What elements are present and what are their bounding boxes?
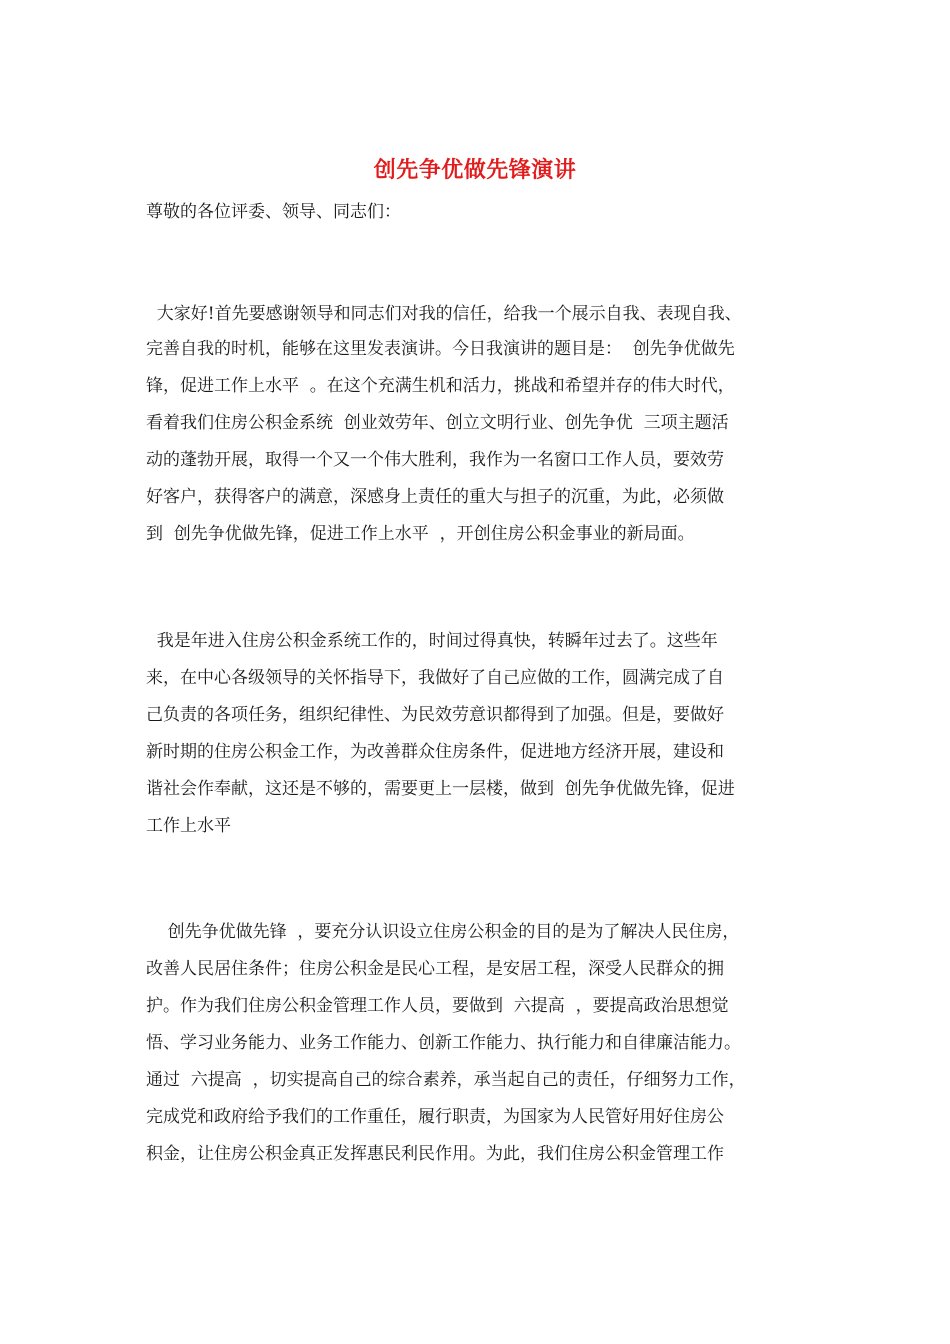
paragraph-line: 我是年进入住房公积金系统工作的，时间过得真快，转瞬年过去了。这些年 (146, 631, 718, 651)
salutation: 尊敬的各位评委、领导、同志们： (146, 202, 401, 222)
paragraph-line: 新时期的住房公积金工作，为改善群众住房条件，促进地方经济开展，建设和 (146, 742, 724, 762)
paragraph-line: 完善自我的时机，能够在这里发表演讲。今日我演讲的题目是： 创先争优做先 (146, 339, 735, 359)
paragraph-line: 通过 六提高 ，切实提高自己的综合素养，承当起自己的责任，仔细努力工作， (146, 1070, 746, 1090)
paragraph-line: 完成党和政府给予我们的工作重任，履行职责，为国家为人民管好用好住房公 (146, 1107, 724, 1127)
paragraph-line: 好客户，获得客户的满意，深感身上责任的重大与担子的沉重，为此，必须做 (146, 487, 724, 507)
paragraph-line: 看着我们住房公积金系统 创业效劳年、创立文明行业、创先争优 三项主题活 (146, 413, 729, 433)
paragraph-line: 积金，让住房公积金真正发挥惠民利民作用。为此，我们住房公积金管理工作 (146, 1144, 724, 1164)
paragraph-line: 创先争优做先锋 ，要充分认识设立住房公积金的目的是为了解决人民住房， (146, 922, 740, 942)
paragraph-line: 动的蓬勃开展，取得一个又一个伟大胜利，我作为一名窗口工作人员，要效劳 (146, 450, 724, 470)
paragraph-line: 到 创先争优做先锋，促进工作上水平 ，开创住房公积金事业的新局面。 (146, 524, 695, 544)
paragraph-line: 大家好!首先要感谢领导和同志们对我的信任，给我一个展示自我、表现自我、 (146, 304, 742, 324)
paragraph-line: 锋，促进工作上水平 。在这个充满生机和活力，挑战和希望并存的伟大时代， (146, 376, 735, 396)
paragraph-line: 护。作为我们住房公积金管理工作人员，要做到 六提高 ，要提高政治思想觉 (146, 996, 729, 1016)
paragraph-line: 悟、学习业务能力、业务工作能力、创新工作能力、执行能力和自律廉洁能力。 (146, 1033, 741, 1053)
document-title: 创先争优做先锋演讲 (373, 157, 577, 183)
paragraph-line: 改善人民居住条件；住房公积金是民心工程，是安居工程，深受人民群众的拥 (146, 959, 724, 979)
paragraph-line: 来，在中心各级领导的关怀指导下，我做好了自己应做的工作，圆满完成了自 (146, 668, 724, 688)
paragraph-line: 工作上水平 (146, 816, 231, 836)
paragraph-line: 己负责的各项任务，组织纪律性、为民效劳意识都得到了加强。但是，要做好 (146, 705, 724, 725)
paragraph-line: 谐社会作奉献，这还是不够的，需要更上一层楼，做到 创先争优做先锋，促进 (146, 779, 735, 799)
